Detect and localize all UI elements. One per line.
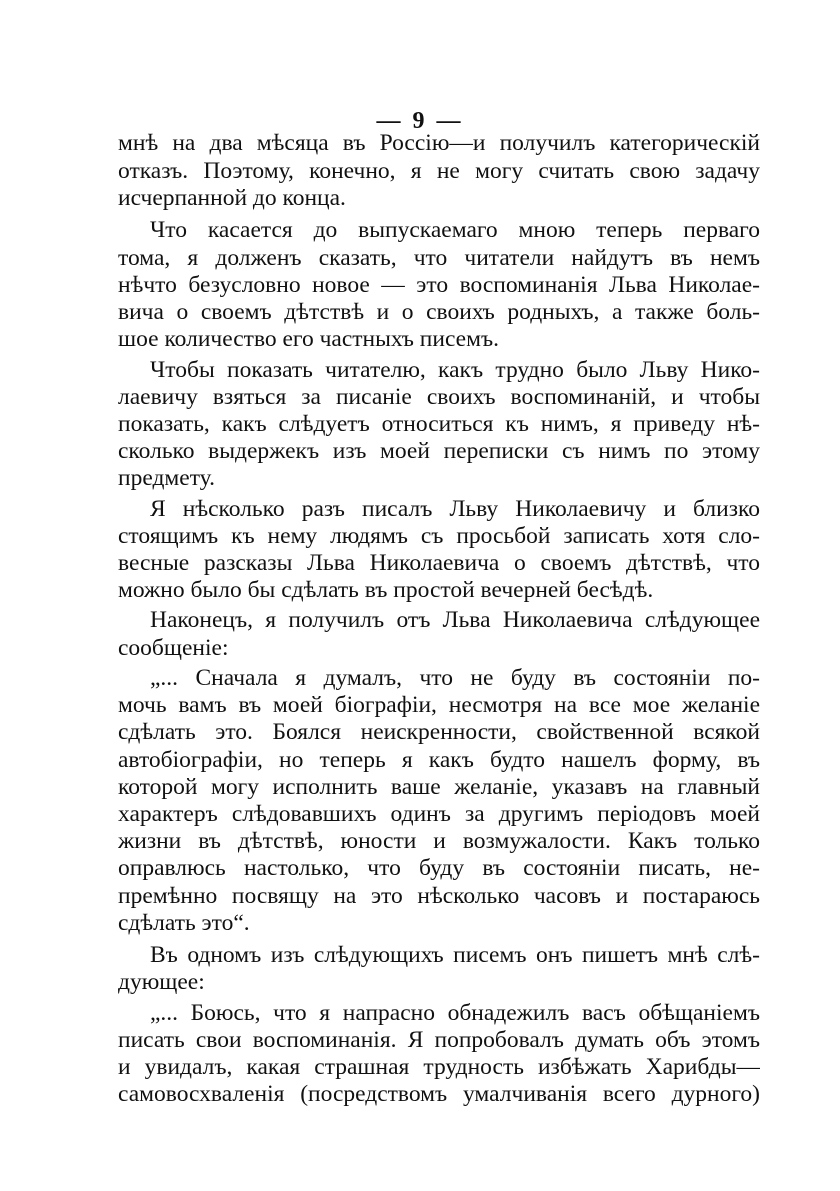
text-line: дующее: bbox=[118, 969, 205, 995]
text-line: и увидалъ, какая страшная трудность избѣжать Харибды— bbox=[118, 1054, 760, 1080]
text-line: Что касается до выпускаемаго мною теперь перваго bbox=[150, 217, 760, 243]
text-line: Наконецъ, я получилъ отъ Льва Николаевича слѣдующее bbox=[150, 607, 760, 633]
text-line: предмету. bbox=[118, 465, 215, 491]
text-line: вича о своемъ дѣтствѣ и о своихъ родныхъ, а также боль- bbox=[118, 299, 760, 325]
text-line: жизни въ дѣтствѣ, юности и возмужалости. Какъ только bbox=[118, 828, 760, 854]
text-line: оправлюсь настолько, что буду въ состояніи писать, не- bbox=[118, 855, 760, 881]
text-line: премѣнно посвящу на это нѣсколько часовъ и постараюсь bbox=[118, 883, 760, 909]
text-line: сообщеніе: bbox=[118, 635, 229, 661]
text-line: стоящимъ къ нему людямъ съ просьбой записать хотя сло- bbox=[118, 523, 760, 549]
text-line: тома, я долженъ сказать, что читатели найдутъ въ немъ bbox=[118, 245, 760, 271]
text-line: самовосхваленія (посредствомъ умалчиванія всего дурного) bbox=[118, 1081, 760, 1107]
text-line: автобіографіи, но теперь я какъ будто нашелъ форму, въ bbox=[118, 747, 760, 773]
text-line: нѣчто безусловно новое — это воспоминанія Льва Николае- bbox=[118, 272, 760, 298]
text-line: писать свои воспоминанія. Я попробовалъ думать объ этомъ bbox=[118, 1027, 760, 1053]
text-line: которой могу исполнить ваше желаніе, указавъ на главный bbox=[118, 774, 760, 800]
text-line: мочь вамъ въ моей біографіи, несмотря на все мое желаніе bbox=[118, 692, 760, 718]
text-line: лаевичу взяться за писаніе своихъ воспоминаній, и чтобы bbox=[118, 384, 760, 410]
text-line: отказъ. Поэтому, конечно, я не могу считать свою задачу bbox=[118, 158, 760, 184]
text-line: „... Боюсь, что я напрасно обнадежилъ васъ обѣщаніемъ bbox=[150, 1000, 760, 1026]
text-line: Я нѣсколько разъ писалъ Льву Николаевичу и близко bbox=[150, 496, 760, 522]
text-line: „... Сначала я думалъ, что не буду въ состояніи по- bbox=[150, 665, 760, 691]
text-line: можно было бы сдѣлать въ простой вечерней бесѣдѣ. bbox=[118, 577, 654, 603]
text-line: Въ одномъ изъ слѣдующихъ писемъ онъ пишетъ мнѣ слѣ- bbox=[150, 942, 760, 968]
text-line: сдѣлать это“. bbox=[118, 910, 250, 936]
text-line: сколько выдержекъ изъ моей переписки съ нимъ по этому bbox=[118, 438, 760, 464]
text-line: характеръ слѣдовавшихъ одинъ за другимъ періодовъ моей bbox=[118, 801, 760, 827]
text-line: сдѣлать это. Боялся неискренности, свойственной всякой bbox=[118, 719, 760, 745]
text-line: мнѣ на два мѣсяца въ Россію—и получилъ категорическій bbox=[118, 130, 760, 156]
text-line: весные разсказы Льва Николаевича о своемъ дѣтствѣ, что bbox=[118, 550, 760, 576]
text-line: шое количество его частныхъ писемъ. bbox=[118, 326, 500, 352]
text-line: Чтобы показать читателю, какъ трудно было Льву Нико- bbox=[150, 357, 760, 383]
text-line: показать, какъ слѣдуетъ относиться къ нимъ, я приведу нѣ- bbox=[118, 411, 760, 437]
text-line: исчерпанной до конца. bbox=[118, 185, 346, 211]
page-number: — 9 — bbox=[376, 108, 464, 134]
